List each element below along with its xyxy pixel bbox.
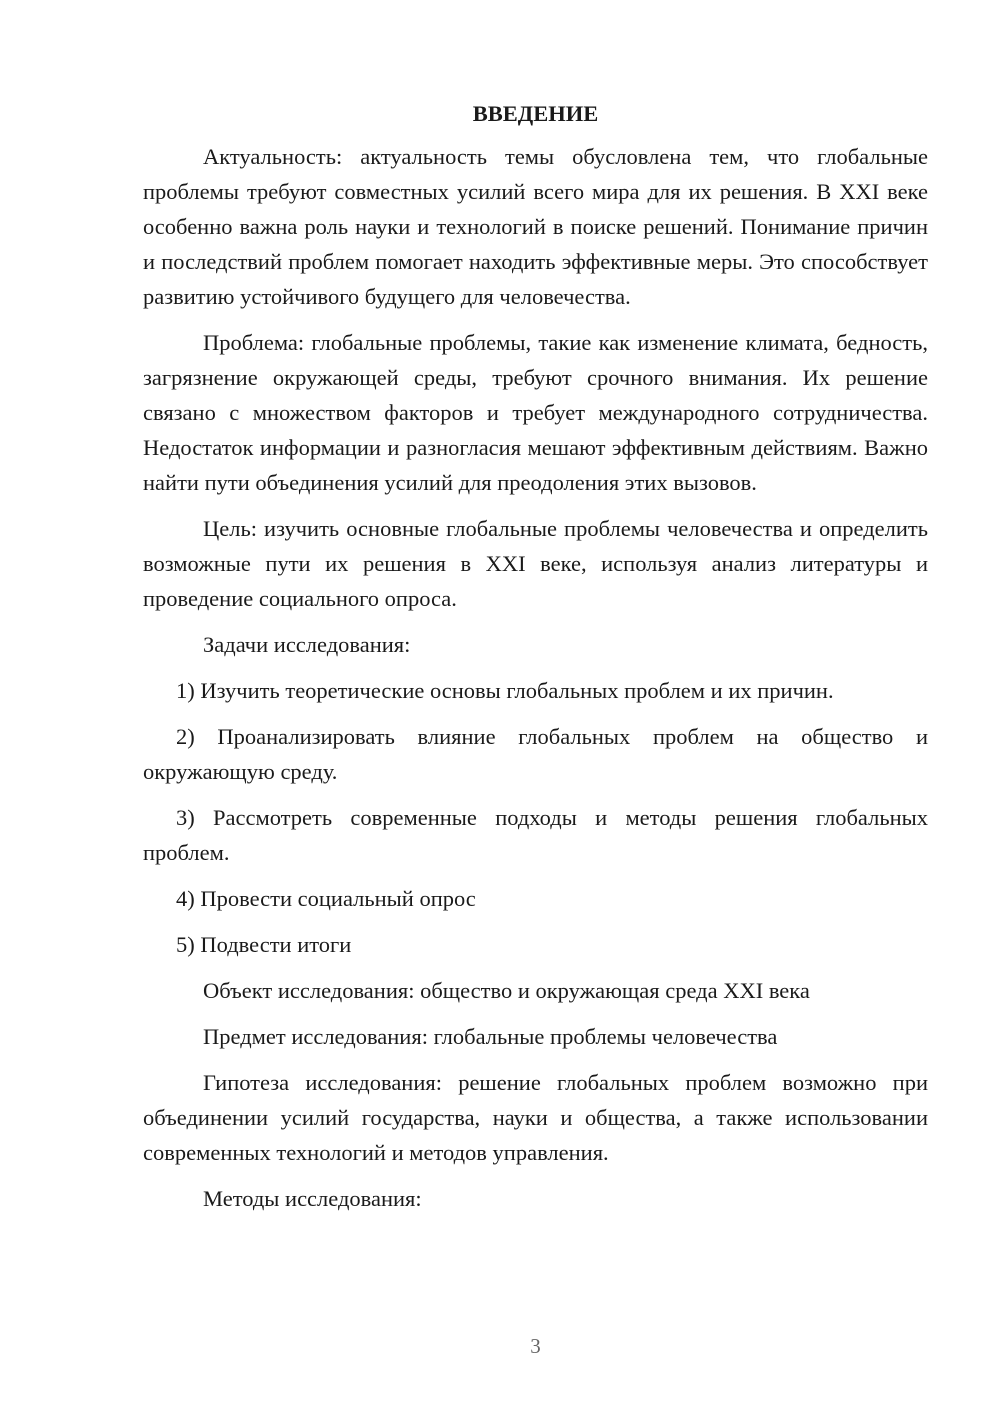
problem-paragraph: Проблема: глобальные проблемы, такие как изменение климата, бедность, загрязнение окружающей среды, требуют срочного внимания. Их решение связано с множеством факторов и требует международного сотрудничества. Недостаток информации и разногласия мешают эффективным действиям. Важно найти пути объединения усилий для преодоления этих вызовов. [143,330,928,495]
task-item-2: 2) Проанализировать влияние глобальных проблем на общество и окружающую среду. [143,724,928,784]
section-title: ВВЕДЕНИЕ [472,101,599,126]
research-hypothesis: Гипотеза исследования: решение глобальных проблем возможно при объединении усилий государства, науки и общества, а также использовании современных технологий и методов управления. [143,1070,928,1165]
research-methods: Методы исследования: [203,1186,422,1211]
task-item-5: 5) Подвести итоги [176,932,352,957]
document-page [143,96,928,1227]
task-item-4: 4) Провести социальный опрос [176,886,476,911]
page-number: 3 [530,1334,541,1358]
task-item-3: 3) Рассмотреть современные подходы и методы решения глобальных проблем. [143,805,928,865]
tasks-heading: Задачи исследования: [203,632,411,657]
goal-paragraph: Цель: изучить основные глобальные проблемы человечества и определить возможные пути их решения в XXI веке, используя анализ литературы и проведение социального опроса. [143,516,928,611]
task-item-1: 1) Изучить теоретические основы глобальных проблем и их причин. [176,678,834,703]
research-object: Объект исследования: общество и окружающая среда XXI века [203,978,810,1003]
relevance-paragraph: Актуальность: актуальность темы обусловлена тем, что глобальные проблемы требуют совместных усилий всего мира для их решения. В XXI веке особенно важна роль науки и технологий в поиске решений. Понимание причин и последствий проблем помогает находить эффективные меры. Это способствует развитию устойчивого будущего для человечества. [143,144,928,309]
research-subject: Предмет исследования: глобальные проблемы человечества [203,1024,778,1049]
